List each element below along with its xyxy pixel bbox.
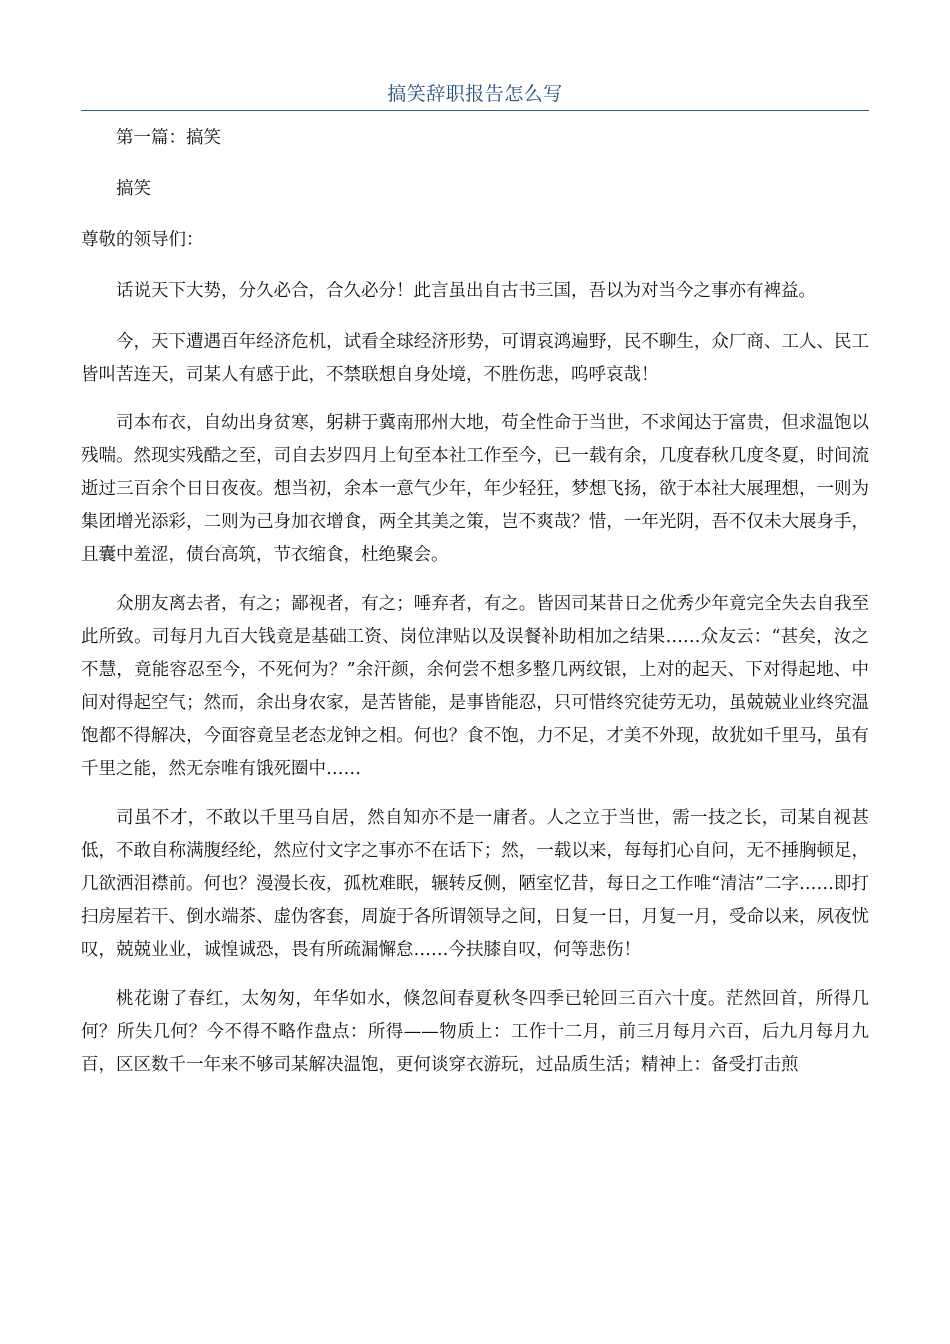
document-body — [81, 122, 869, 1102]
document-header — [81, 80, 869, 111]
paragraph-2: 今，天下遭遇百年经济危机，试看全球经济形势，可谓哀鸿遍野，民不聊生，众厂商、工人、民工皆叫苦连天，司某人有感于此，不禁联想自身处境，不胜伤悲，呜呼哀哉！ — [81, 332, 869, 385]
document-subtitle: 搞笑 — [116, 179, 151, 199]
paragraph-6: 桃花谢了春红，太匆匆，年华如水，倏忽间春夏秋冬四季已轮回三百六十度。茫然回首，所得几何？所失几何？今不得不略作盘点：所得——物质上：工作十二月，前三月每月六百，后九月每月九百，区区数千一年来不够司某解决温饱，更何谈穿衣游玩，过品质生活；精神上：备受打击煎 — [81, 989, 869, 1075]
document-title: 搞笑辞职报告怎么写 — [387, 83, 563, 105]
paragraph-1: 话说天下大势，分久必合，合久必分！此言虽出自古书三国，吾以为对当今之事亦有裨益。 — [116, 281, 816, 301]
section-heading: 第一篇：搞笑 — [116, 128, 221, 148]
paragraph-3: 司本布衣，自幼出身贫寒，躬耕于冀南邢州大地，苟全性命于当世，不求闻达于富贵，但求温饱以残喘。然现实残酷之至，司自去岁四月上旬至本社工作至今，已一载有余，几度春秋几度冬夏，时间流逝过三百余个日日夜夜。想当初，余本一意气少年，年少轻狂，梦想飞扬，欲于本社大展理想，一则为集团增光添彩，二则为己身加衣增食，两全其美之策，岂不爽哉？惜，一年光阴，吾不仅未大展身手，且囊中羞涩，债台高筑，节衣缩食，杜绝聚会。 — [81, 413, 869, 565]
salutation: 尊敬的领导们： — [81, 230, 204, 250]
paragraph-5: 司虽不才，不敢以千里马自居，然自知亦不是一庸者。人之立于当世，需一技之长，司某自视甚低，不敢自称满腹经纶，然应付文字之事亦不在话下；然，一载以来，每每扪心自问，无不捶胸顿足，几欲洒泪襟前。何也？漫漫长夜，孤枕难眠，辗转反侧，陋室忆昔，每日之工作唯“清洁”二字……即打扫房屋若干、倒水端茶、虚伪客套，周旋于各所谓领导之间，日复一日，月复一月，受命以来，夙夜忧叹，兢兢业业，诚惶诚恐，畏有所疏漏懈怠……今扶膝自叹，何等悲伤！ — [81, 808, 869, 960]
paragraph-4: 众朋友离去者，有之；鄙视者，有之；唾弃者，有之。皆因司某昔日之优秀少年竟完全失去自我至此所致。司每月九百大钱竟是基础工资、岗位津贴以及误餐补助相加之结果……众友云：“甚矣，汝之不慧，竟能容忍至今，不死何为？”余汗颜，余何尝不想多整几两纹银，上对的起天、下对得起地、中间对得起空气；然而，余出身农家，是苦皆能，是事皆能忍，只可惜终究徒劳无功，虽兢兢业业终究温饱都不得解决，今面容竟呈老态龙钟之相。何也？食不饱，力不足，才美不外现，故犹如千里马，虽有千里之能，然无奈唯有饿死圈中…… — [81, 594, 869, 779]
